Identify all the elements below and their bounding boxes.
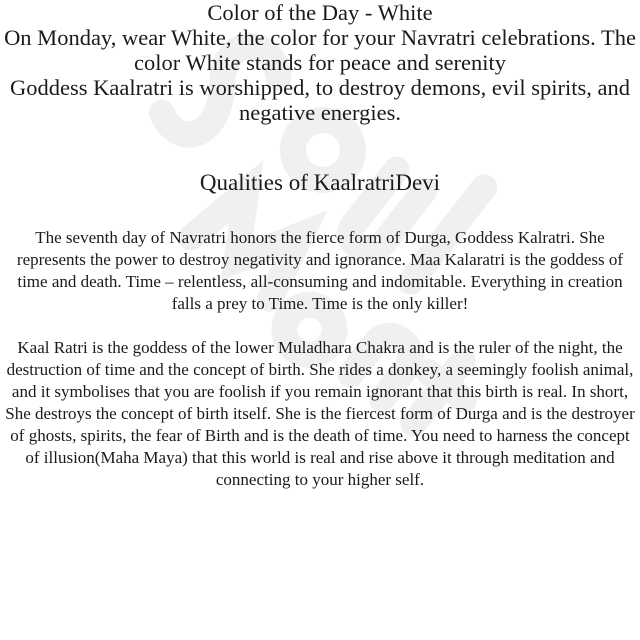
qualities-paragraph-1: The seventh day of Navratri honors the fierce form of Durga, Goddess Kalratri. She represents the power to destroy negativity and ignorance. Maa Kalaratri is the goddess of time and death. Time – relentless, all-consuming and indomitable. Everything in creation falls a prey to Time. Time is the only killer! [16,228,624,313]
monday-color-text: On Monday, wear White, the color for your Navratri celebrations. The color White stands for peace and serenity [4,25,636,75]
color-of-day-section [0,0,640,125]
color-of-day-title: Color of the Day - White [207,0,433,25]
goddess-worship-text: Goddess Kaalratri is worshipped, to destroy demons, evil spirits, and negative energies. [10,75,630,125]
qualities-heading: Qualities of KaalratriDevi [199,170,441,195]
qualities-paragraph-2: Kaal Ratri is the goddess of the lower Muladhara Chakra and is the ruler of the night, the destruction of time and the concept of birth. She rides a donkey, a seemingly foolish animal, and it symbolises that you are foolish if you remain ignorant that this birth is real. In short, She destroys the concept of birth itself. She is the fiercest form of Durga and is the destroyer of ghosts, spirits, the fear of Birth and is the death of time. You need to harness the concept of illusion(Maha Maya) that this world is real and rise above it through meditation and connecting to your higher self. [5,338,635,489]
